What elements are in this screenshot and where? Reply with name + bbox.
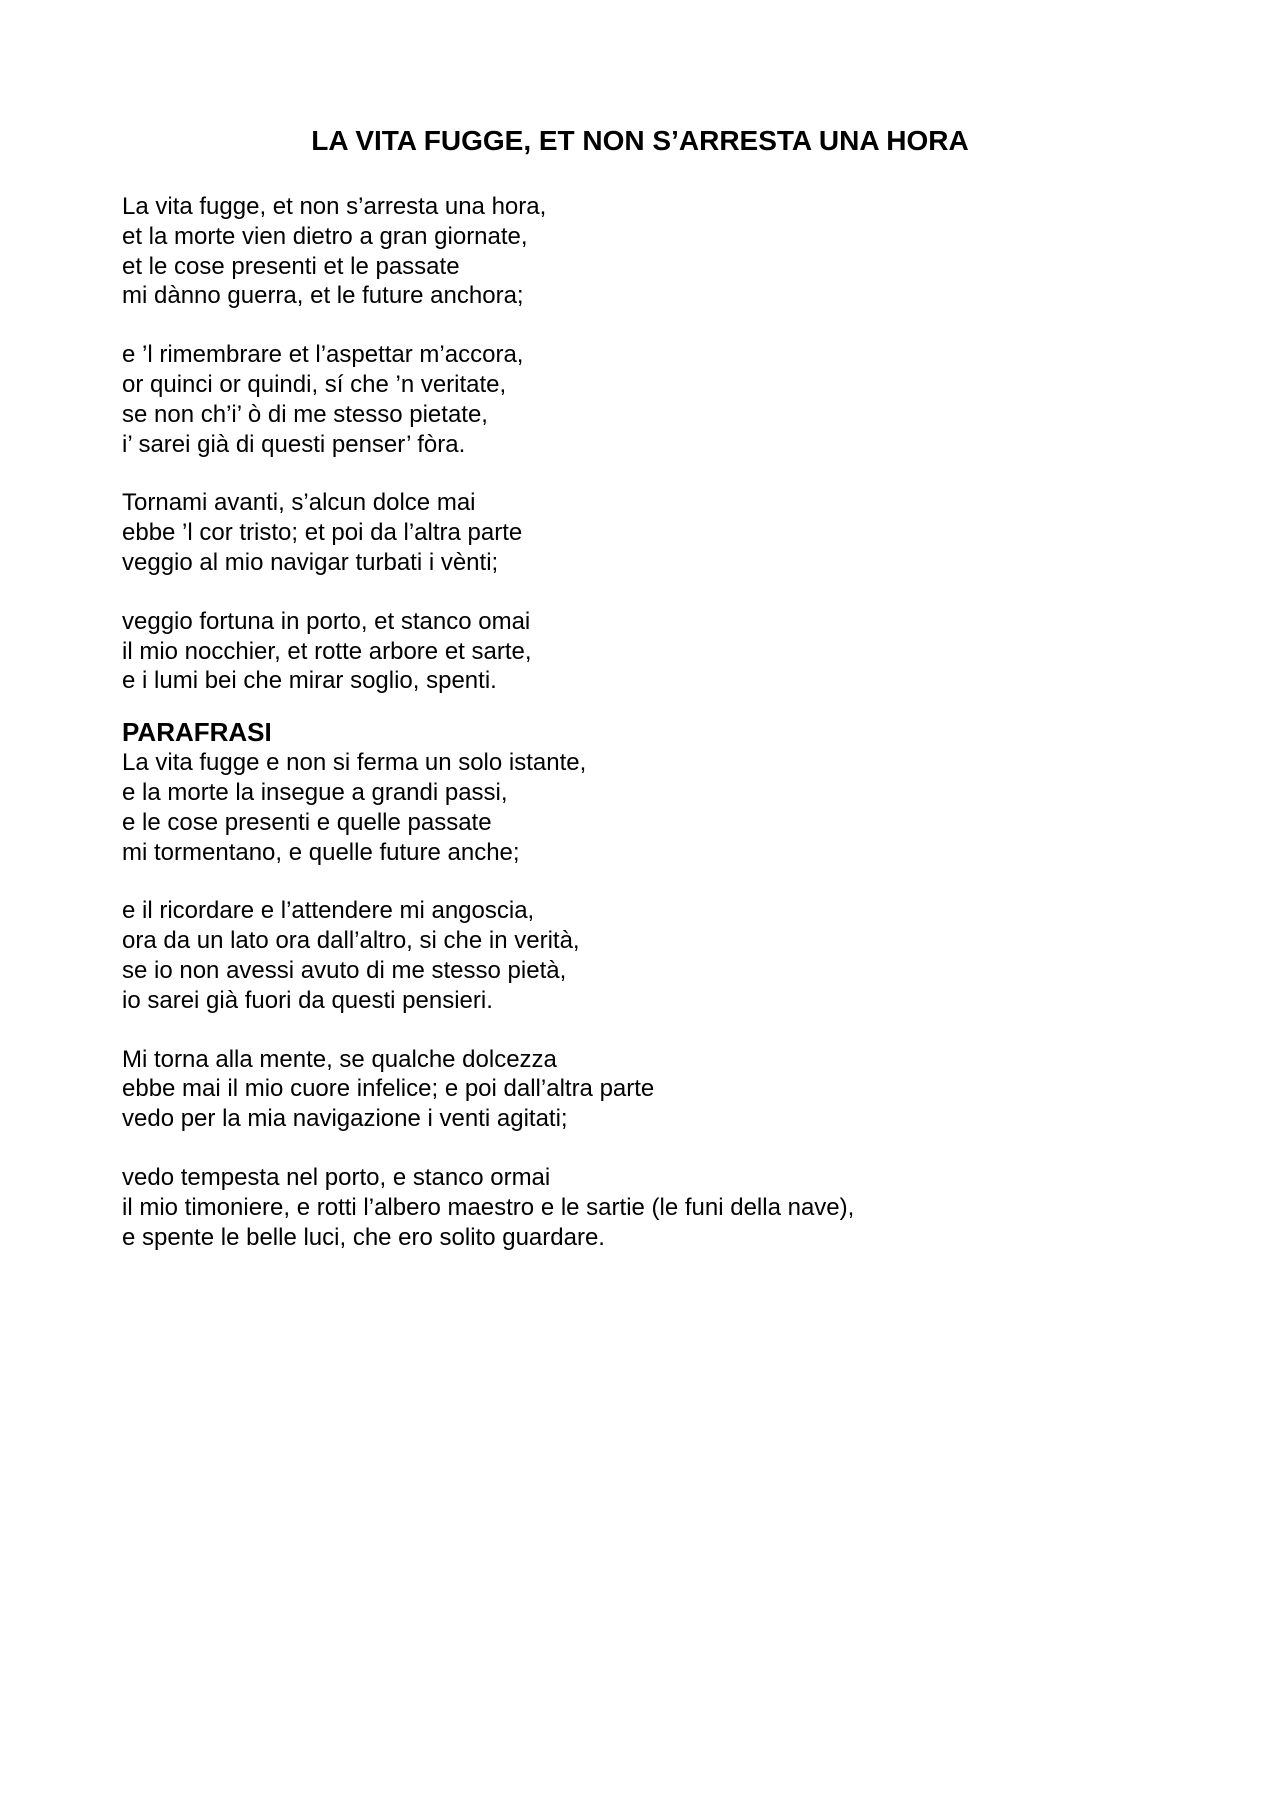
parafrasi-section (122, 716, 1162, 1252)
parafrasi-line: se io non avessi avuto di me stesso pietà, (122, 956, 567, 984)
poem-line: veggio fortuna in porto, et stanco omai (122, 607, 531, 635)
parafrasi-line: ora da un lato ora dall’altro, si che in verità, (122, 927, 580, 955)
document-body (122, 192, 1162, 1281)
parafrasi-line: La vita fugge e non si ferma un solo istante, (122, 749, 587, 777)
poem-line: La vita fugge, et non s’arresta una hora, (122, 193, 547, 220)
poem-line: i’ sarei già di questi penser’ fòra. (122, 430, 466, 458)
parafrasi-stanza (122, 896, 1162, 1015)
parafrasi-line: e il ricordare e l’attendere mi angoscia, (122, 897, 535, 925)
parafrasi-heading: PARAFRASI (122, 717, 272, 748)
poem-line: il mio nocchier, et rotte arbore et sarte, (122, 637, 532, 665)
parafrasi-stanza (122, 1163, 1162, 1252)
parafrasi-stanza (122, 748, 1162, 867)
poem (122, 192, 1162, 696)
parafrasi-line: e le cose presenti e quelle passate (122, 808, 492, 836)
parafrasi-line: vedo tempesta nel porto, e stanco ormai (122, 1163, 551, 1191)
poem-line: se non ch’i’ ò di me stesso pietate, (122, 400, 488, 428)
poem-line: or quinci or quindi, sí che ’n veritate, (122, 370, 507, 398)
poem-line: e i lumi bei che mirar soglio, spenti. (122, 667, 497, 695)
poem-stanza (122, 192, 1162, 311)
document-title: LA VITA FUGGE, ET NON S’ARRESTA UNA HORA (311, 125, 969, 156)
poem-stanza (122, 340, 1162, 459)
poem-stanza (122, 607, 1162, 696)
parafrasi-line: vedo per la mia navigazione i venti agitati; (122, 1105, 568, 1133)
parafrasi-line: io sarei già fuori da questi pensieri. (122, 986, 493, 1014)
poem-line: Tornami avanti, s’alcun dolce mai (122, 489, 476, 517)
parafrasi-line: e spente le belle luci, che ero solito guardare. (122, 1223, 605, 1251)
parafrasi-line: il mio timoniere, e rotti l’albero maestro e le sartie (le funi della nave), (122, 1193, 855, 1221)
poem-line: ebbe ’l cor tristo; et poi da l’altra parte (122, 519, 523, 547)
poem-line: veggio al mio navigar turbati i vènti; (122, 548, 499, 576)
parafrasi-stanza (122, 1045, 1162, 1134)
parafrasi-line: e la morte la insegue a grandi passi, (122, 778, 508, 806)
parafrasi-line: Mi torna alla mente, se qualche dolcezza (122, 1045, 557, 1073)
poem-line: mi dànno guerra, et le future anchora; (122, 282, 524, 310)
poem-line: e ’l rimembrare et l’aspettar m’accora, (122, 341, 524, 369)
poem-line: et la morte vien dietro a gran giornate, (122, 222, 528, 250)
parafrasi-line: mi tormentano, e quelle future anche; (122, 838, 520, 866)
poem-line: et le cose presenti et le passate (122, 252, 460, 280)
poem-stanza (122, 488, 1162, 577)
parafrasi-line: ebbe mai il mio cuore infelice; e poi dall’altra parte (122, 1075, 655, 1103)
